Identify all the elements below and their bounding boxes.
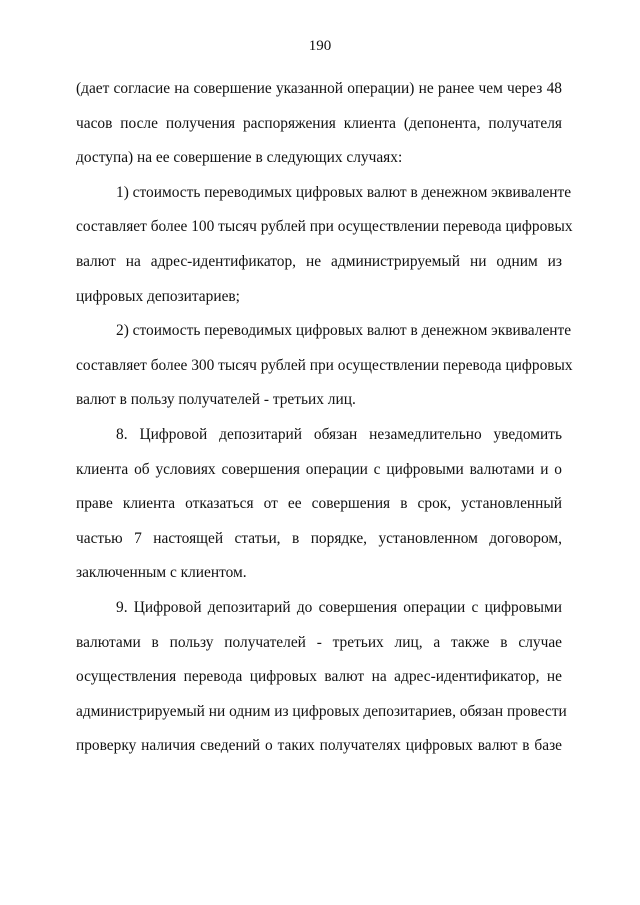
- paragraph-section-8: [76, 418, 562, 591]
- text-line: валют на адрес-идентификатор, не администрируемый ни одним из: [76, 252, 562, 270]
- text-line: часов после получения распоряжения клиента (депонента, получателя: [76, 114, 562, 132]
- paragraph-continuation: [76, 72, 562, 176]
- text-line: валют в пользу получателей - третьих лиц.: [76, 391, 356, 409]
- document-body: [76, 72, 573, 764]
- text-line: клиента об условиях совершения операции с цифровыми валютами и о: [76, 460, 562, 478]
- text-line: проверку наличия сведений о таких получателях цифровых валют в базе: [76, 737, 562, 755]
- text-line: 9. Цифровой депозитарий до совершения операции с цифровыми: [116, 598, 562, 616]
- text-line: 2) стоимость переводимых цифровых валют в денежном эквиваленте: [116, 322, 572, 340]
- text-line: частью 7 настоящей статьи, в порядке, установленном договором,: [76, 529, 562, 547]
- text-line: составляет более 100 тысяч рублей при осуществлении перевода цифровых: [76, 218, 573, 236]
- text-line: цифровых депозитариев;: [76, 287, 240, 305]
- text-line: составляет более 300 тысяч рублей при осуществлении перевода цифровых: [76, 356, 573, 374]
- text-line: администрируемый ни одним из цифровых депозитариев, обязан провести: [76, 702, 567, 720]
- text-line: 8. Цифровой депозитарий обязан незамедлительно уведомить: [116, 425, 562, 443]
- text-line: доступа) на ее совершение в следующих случаях:: [76, 149, 403, 167]
- paragraph-item-1: [76, 176, 573, 314]
- paragraph-item-2: [76, 314, 573, 418]
- text-line: валютами в пользу получателей - третьих лиц, а также в случае: [76, 633, 562, 651]
- text-line: праве клиента отказаться от ее совершения в срок, установленный: [76, 495, 562, 513]
- page-number: 190: [308, 38, 332, 54]
- text-line: осуществления перевода цифровых валют на адрес-идентификатор, не: [76, 668, 562, 686]
- text-line: заключенным с клиентом.: [76, 564, 247, 582]
- text-line: (дает согласие на совершение указанной операции) не ранее чем через 48: [76, 80, 562, 97]
- paragraph-section-9: [76, 591, 567, 764]
- text-line: 1) стоимость переводимых цифровых валют в денежном эквиваленте: [116, 183, 572, 201]
